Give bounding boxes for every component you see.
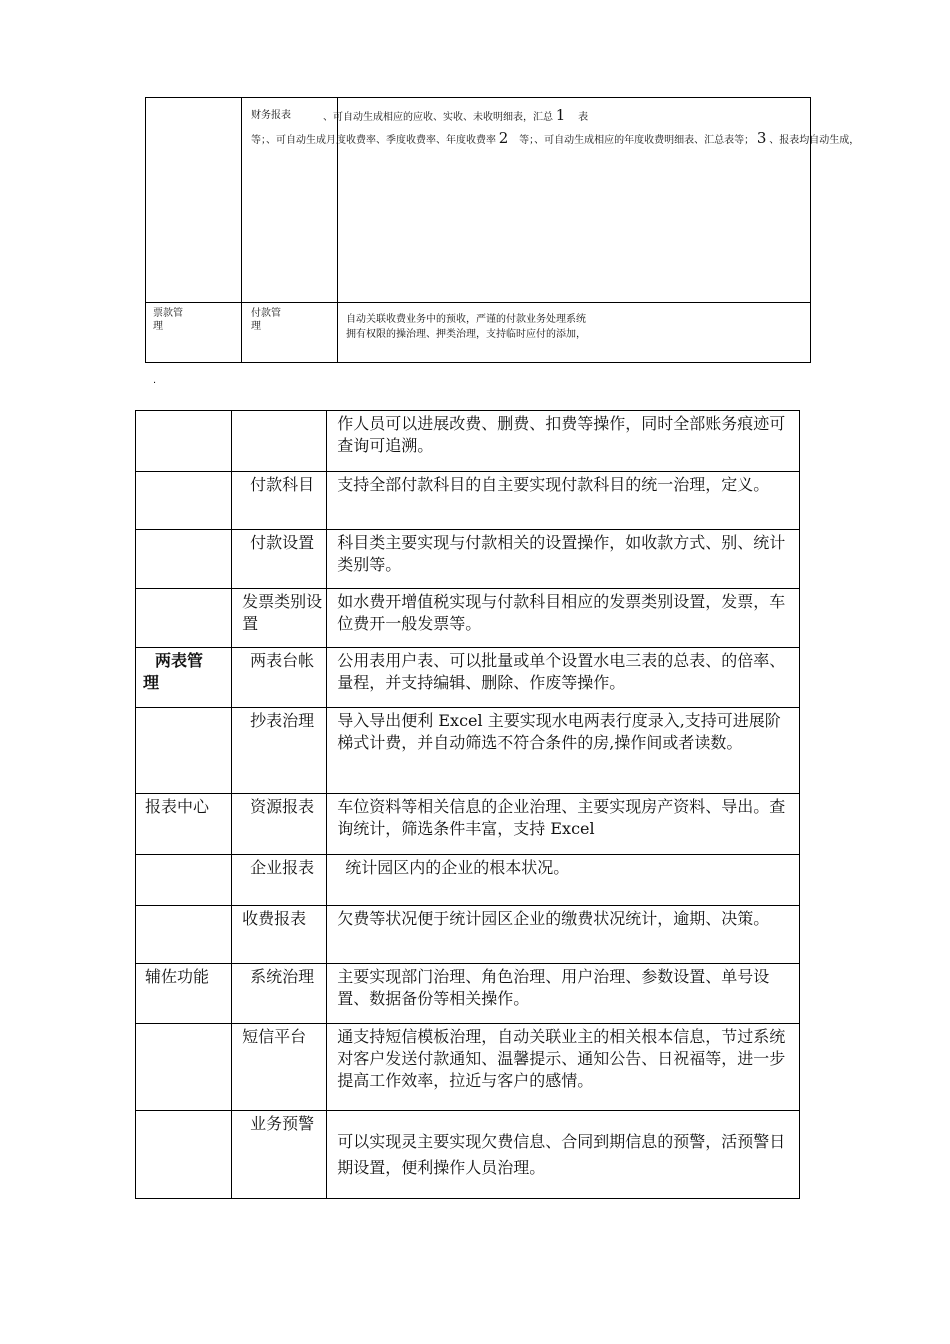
payment-mgmt-label-l2: 理 bbox=[251, 321, 261, 332]
table-row bbox=[136, 1111, 800, 1199]
category-cell bbox=[136, 589, 232, 648]
category-cell: 辅佐功能 bbox=[136, 964, 232, 1024]
payment-mgmt-desc-l1: 自动关联收费业务中的预收，严谨的付款业务处理系统 bbox=[346, 314, 586, 325]
finance-line-1 bbox=[323, 106, 589, 124]
subfeature-cell: 业务预警 bbox=[232, 1111, 327, 1199]
subfeature-cell: 系统治理 bbox=[232, 964, 327, 1024]
subfeature-cell: 收费报表 bbox=[232, 906, 327, 964]
description-cell: 车位资料等相关信息的企业治理、主要实现房产资料、导出。查询统计，筛选条件丰富，支持 Excel bbox=[327, 794, 800, 855]
table-row bbox=[136, 794, 800, 855]
subfeature-cell: 资源报表 bbox=[232, 794, 327, 855]
subfeature-cell: 两表台帐 bbox=[232, 648, 327, 708]
subfeature-cell: 企业报表 bbox=[232, 855, 327, 906]
description-cell: 作人员可以进展改费、删费、扣费等操作，同时全部账务痕迹可查询可追溯。 bbox=[327, 411, 800, 472]
table-row bbox=[136, 648, 800, 708]
table-row bbox=[136, 530, 800, 589]
subfeature-cell: 付款科目 bbox=[232, 472, 327, 530]
table-row bbox=[136, 906, 800, 964]
finance-report-label: 财务报表 bbox=[251, 110, 291, 121]
category-cell bbox=[136, 648, 232, 708]
table1-desc-cell-1 bbox=[337, 97, 811, 303]
category-cell bbox=[136, 1111, 232, 1199]
payment-mgmt-label-l1: 付款管 bbox=[251, 308, 281, 319]
finance-line-2-middle: 等；、可自动生成相应的年度收费明细表、汇总表等； bbox=[519, 135, 755, 146]
subfeature-cell: 短信平台 bbox=[232, 1024, 327, 1111]
category-cell: 报表中心 bbox=[136, 794, 232, 855]
category-cell bbox=[136, 411, 232, 472]
subfeature-cell: 发票类别设置 bbox=[232, 589, 327, 648]
category-cell bbox=[136, 472, 232, 530]
feature-table bbox=[135, 410, 800, 1199]
description-cell: 科目类主要实现与付款相关的设置操作，如收款方式、别、统计类别等。 bbox=[327, 530, 800, 589]
table1-cat-cell-1 bbox=[145, 97, 242, 303]
table-row bbox=[136, 589, 800, 648]
finance-line-2-text: 等；、可自动生成月度收费率、季度收费率、年度收费率 bbox=[251, 135, 496, 146]
category-cell bbox=[136, 1024, 232, 1111]
description-cell: 导入导出便利 Excel 主要实现水电两表行度录入,支持可进展阶梯式计费，并自动筛选不符合条件的房,操作间或者读数。 bbox=[327, 708, 800, 794]
category-cell bbox=[136, 708, 232, 794]
subfeature-cell: 付款设置 bbox=[232, 530, 327, 589]
ticket-mgmt-label-l1: 票款管 bbox=[153, 308, 183, 319]
subfeature-cell: 抄表治理 bbox=[232, 708, 327, 794]
category-label: 两表管理 bbox=[143, 651, 204, 692]
description-cell: 可以实现灵主要实现欠费信息、合同到期信息的预警，活预警日期设置，便利操作人员治理。 bbox=[327, 1111, 800, 1199]
category-cell bbox=[136, 855, 232, 906]
table-row bbox=[136, 472, 800, 530]
description-cell: 主要实现部门治理、角色治理、用户治理、参数设置、单号设置、数据备份等相关操作。 bbox=[327, 964, 800, 1024]
table-row bbox=[136, 411, 800, 472]
description-cell: 如水费开增值税实现与付款科目相应的发票类别设置，发票，车位费开一般发票等。 bbox=[327, 589, 800, 648]
description-cell: 公用表用户表、可以批量或单个设置水电三表的总表、的倍率、量程，并支持编辑、删除、作废等操作。 bbox=[327, 648, 800, 708]
category-cell bbox=[136, 906, 232, 964]
finance-line-2-number-2: 3 bbox=[756, 129, 767, 147]
description-cell: 欠费等状况便于统计园区企业的缴费状况统计，逾期、决策。 bbox=[327, 906, 800, 964]
payment-mgmt-desc-l2: 拥有权限的操治理、押类治理，支持临时应付的添加， bbox=[346, 329, 586, 340]
separator-dot: . bbox=[153, 374, 157, 386]
finance-line-1-text: 、可自动生成相应的应收、实收、未收明细表，汇总 bbox=[323, 112, 553, 123]
finance-line-2 bbox=[251, 129, 860, 147]
ticket-mgmt-label-l2: 理 bbox=[153, 321, 163, 332]
subfeature-cell bbox=[232, 411, 327, 472]
table-row bbox=[136, 964, 800, 1024]
table-row bbox=[136, 1024, 800, 1111]
table-row bbox=[136, 855, 800, 906]
description-cell: 统计园区内的企业的根本状况。 bbox=[327, 855, 800, 906]
finance-line-1-number: 1 bbox=[555, 106, 566, 124]
table1-sub-cell-1 bbox=[241, 97, 338, 303]
finance-table bbox=[145, 97, 860, 363]
finance-line-1-tail: 表 bbox=[578, 112, 589, 123]
finance-line-2-number: 2 bbox=[498, 129, 509, 147]
description-cell: 支持全部付款科目的自主要实现付款科目的统一治理，定义。 bbox=[327, 472, 800, 530]
description-cell: 通支持短信模板治理，自动关联业主的相关根本信息，节过系统对客户发送付款通知、温馨提示、通知公告、日祝福等，进一步提高工作效率，拉近与客户的感情。 bbox=[327, 1024, 800, 1111]
finance-line-2-tail: 、报表均自动生成， bbox=[769, 135, 860, 146]
table-row bbox=[136, 708, 800, 794]
category-cell bbox=[136, 530, 232, 589]
